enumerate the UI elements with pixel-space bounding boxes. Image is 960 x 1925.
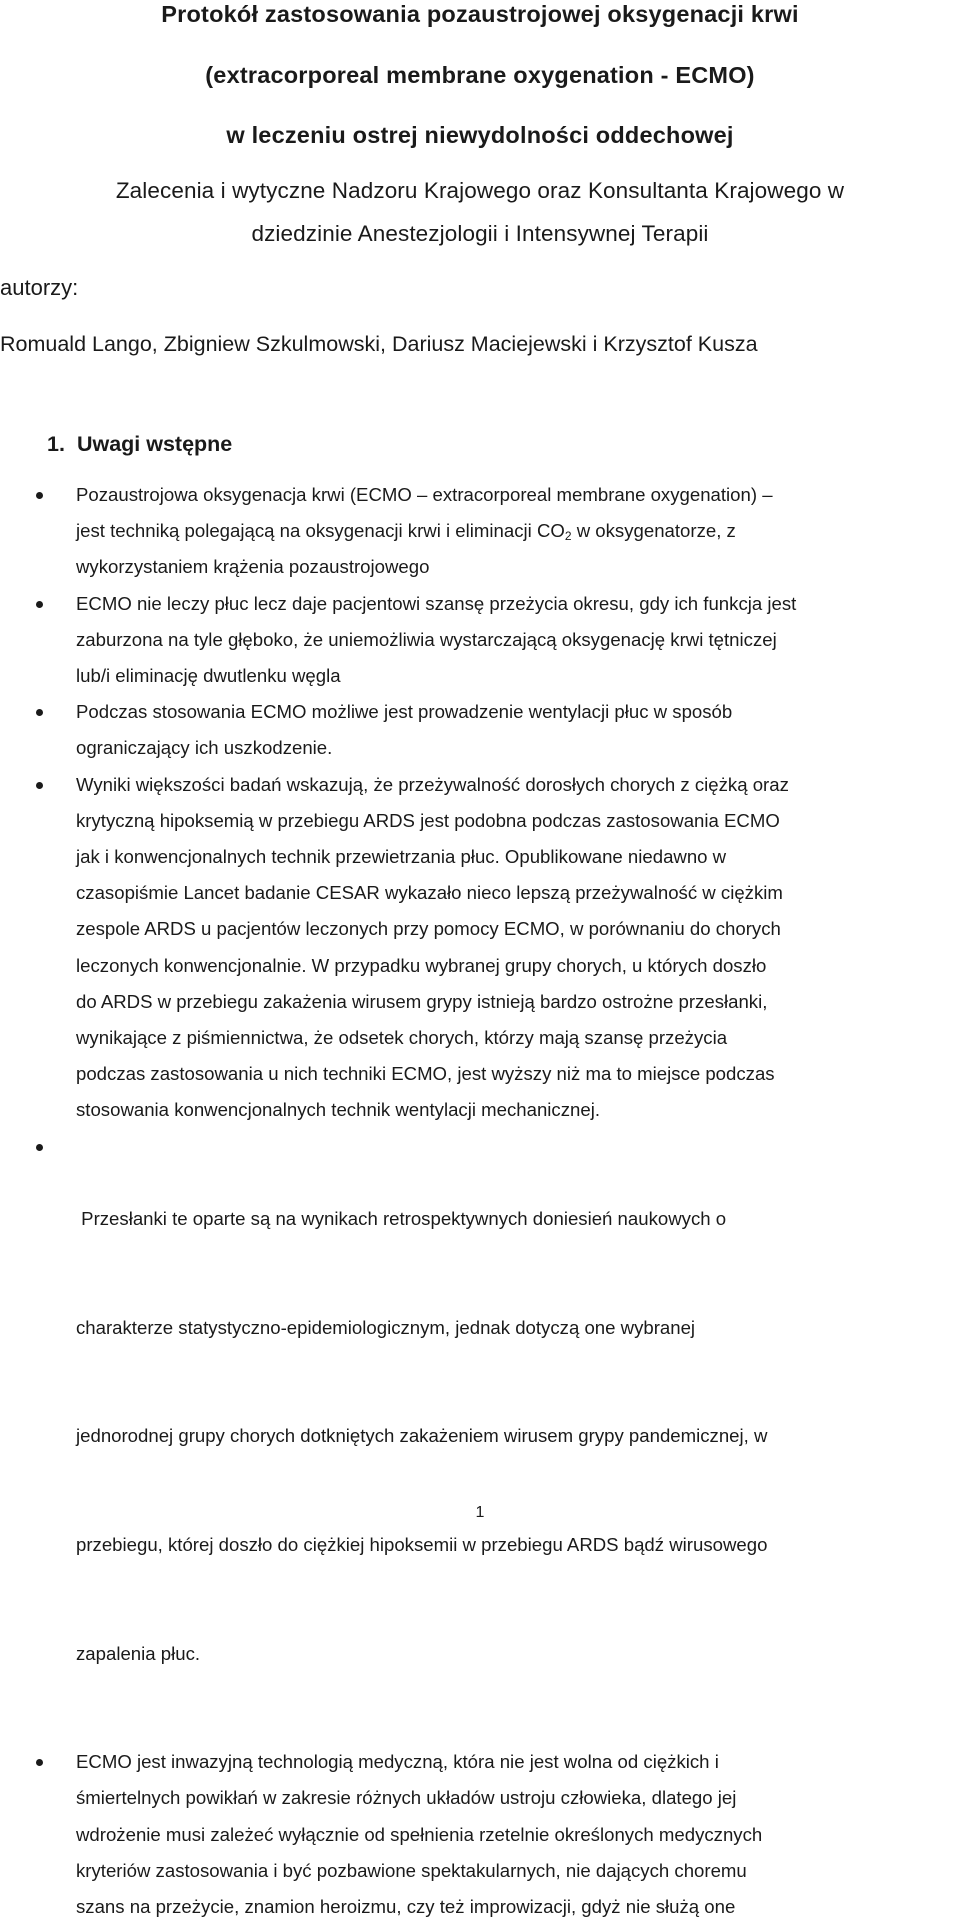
bullet-marker (36, 601, 43, 608)
bullet-line-text: w oksygenatorze, z (571, 520, 736, 542)
section-heading (47, 430, 232, 458)
bullet-marker (36, 709, 43, 716)
bullet-line: wdrożenie musi zależeć wyłącznie od spełnienia rzetelnie określonych medycznych (76, 1823, 763, 1845)
section-number: 1. (47, 432, 65, 456)
bullet-line: zapalenia płuc. (76, 1642, 201, 1664)
bullet-line: lub/i eliminację dwutlenku węgla (76, 665, 341, 687)
bullet-line: ECMO jest inwazyjną technologią medyczną, która nie jest wolna od ciężkich i (76, 1751, 719, 1773)
authors-label: autorzy: (0, 275, 79, 300)
bullet-line: czasopiśmie Lancet badanie CESAR wykazało nieco lepszą przeżywalność w ciężkim (76, 882, 783, 904)
bullet-item (0, 586, 960, 695)
document-title-line-3: w leczeniu ostrej niewydolności oddechowej (226, 122, 734, 148)
bullet-item (0, 1129, 960, 1744)
bullet-text (76, 1744, 958, 1925)
bullet-marker (36, 1144, 43, 1151)
bullet-line (76, 513, 958, 549)
bullet-list (0, 477, 960, 1925)
bullet-marker (36, 492, 43, 499)
bullet-line: zaburzona na tyle głęboko, że uniemożliwia wystarczającą oksygenację krwi tętniczej (76, 628, 777, 650)
bullet-line: jak i konwencjonalnych technik przewietrzania płuc. Opublikowane niedawno w (76, 846, 727, 868)
bullet-marker (36, 1759, 43, 1766)
bullet-line: jednorodnej grupy chorych dotkniętych zakażeniem wirusem grypy pandemicznej, w (76, 1425, 768, 1447)
page-number: 1 (475, 1504, 485, 1521)
bullet-item (0, 767, 960, 1129)
bullet-text (76, 767, 958, 1129)
bullet-line: podczas zastosowania u nich techniki ECMO, jest wyższy niż ma to miejsce podczas (76, 1063, 775, 1085)
bullet-text (76, 586, 958, 695)
bullet-line: do ARDS w przebiegu zakażenia wirusem grypy istnieją bardzo ostrożne przesłanki, (76, 990, 768, 1012)
bullet-line: stosowania konwencjonalnych technik wentylacji mechanicznej. (76, 1099, 601, 1121)
bullet-line: kryteriów zastosowania i być pozbawione spektakularnych, nie dających choremu (76, 1859, 747, 1881)
bullet-line: śmiertelnych powikłań w zakresie różnych układów ustroju człowieka, dlatego jej (76, 1787, 737, 1809)
document-title-line-2: (extracorporeal membrane oxygenation - ECMO) (205, 62, 755, 88)
document-subtitle-line-1: Zalecenia i wytyczne Nadzoru Krajowego oraz Konsultanta Krajowego w (115, 178, 845, 203)
bullet-line: ECMO nie leczy płuc lecz daje pacjentowi szansę przeżycia okresu, gdy ich funkcja jest (76, 592, 797, 614)
bullet-line: charakterze statystyczno-epidemiologicznym, jednak dotyczą one wybranej (76, 1316, 696, 1338)
bullet-line: ograniczający ich uszkodzenie. (76, 737, 333, 759)
bullet-line: krytyczną hipoksemią w przebiegu ARDS jest podobna podczas zastosowania ECMO (76, 809, 780, 831)
bullet-line: wynikające z piśmiennictwa, że odsetek chorych, którzy mają szansę przeżycia (76, 1027, 728, 1049)
bullet-line: Przesłanki te oparte są na wynikach retrospektywnych doniesień naukowych o (76, 1208, 727, 1230)
bullet-item (0, 694, 960, 766)
bullet-line: leczonych konwencjonalnie. W przypadku wybranej grupy chorych, u których doszło (76, 954, 767, 976)
bullet-line: Pozaustrojowa oksygenacja krwi (ECMO – extracorporeal membrane oxygenation) – (76, 484, 773, 505)
bullet-text (76, 1129, 958, 1744)
subscript-2: 2 (564, 529, 572, 544)
bullet-item (0, 477, 960, 586)
bullet-line-text: jest techniką polegającą na oksygenacji krwi i eliminacji CO (76, 520, 565, 542)
bullet-text (76, 694, 958, 766)
bullet-line: przebiegu, której doszło do ciężkiej hipoksemii w przebiegu ARDS bądź wirusowego (76, 1533, 768, 1555)
bullet-marker (36, 782, 43, 789)
bullet-line: zespole ARDS u pacjentów leczonych przy pomocy ECMO, w porównaniu do chorych (76, 918, 781, 940)
bullet-line: Podczas stosowania ECMO możliwe jest prowadzenie wentylacji płuc w sposób (76, 701, 733, 723)
bullet-text (76, 477, 958, 586)
bullet-line: Wyniki większości badań wskazują, że przeżywalność dorosłych chorych z ciężką oraz (76, 773, 789, 795)
bullet-line: wykorzystaniem krążenia pozaustrojowego (76, 556, 430, 578)
authors-list: Romuald Lango, Zbigniew Szkulmowski, Dariusz Maciejewski i Krzysztof Kusza (0, 332, 758, 356)
section-title: Uwagi wstępne (76, 432, 233, 456)
document-title-line-1: Protokół zastosowania pozaustrojowej oksygenacji krwi (161, 1, 799, 27)
bullet-line: szans na przeżycie, znamion heroizmu, czy też improwizacji, gdyż nie służą one (76, 1895, 736, 1917)
bullet-item (0, 1744, 960, 1925)
document-subtitle-line-2: dziedzinie Anestezjologii i Intensywnej Terapii (251, 221, 709, 246)
